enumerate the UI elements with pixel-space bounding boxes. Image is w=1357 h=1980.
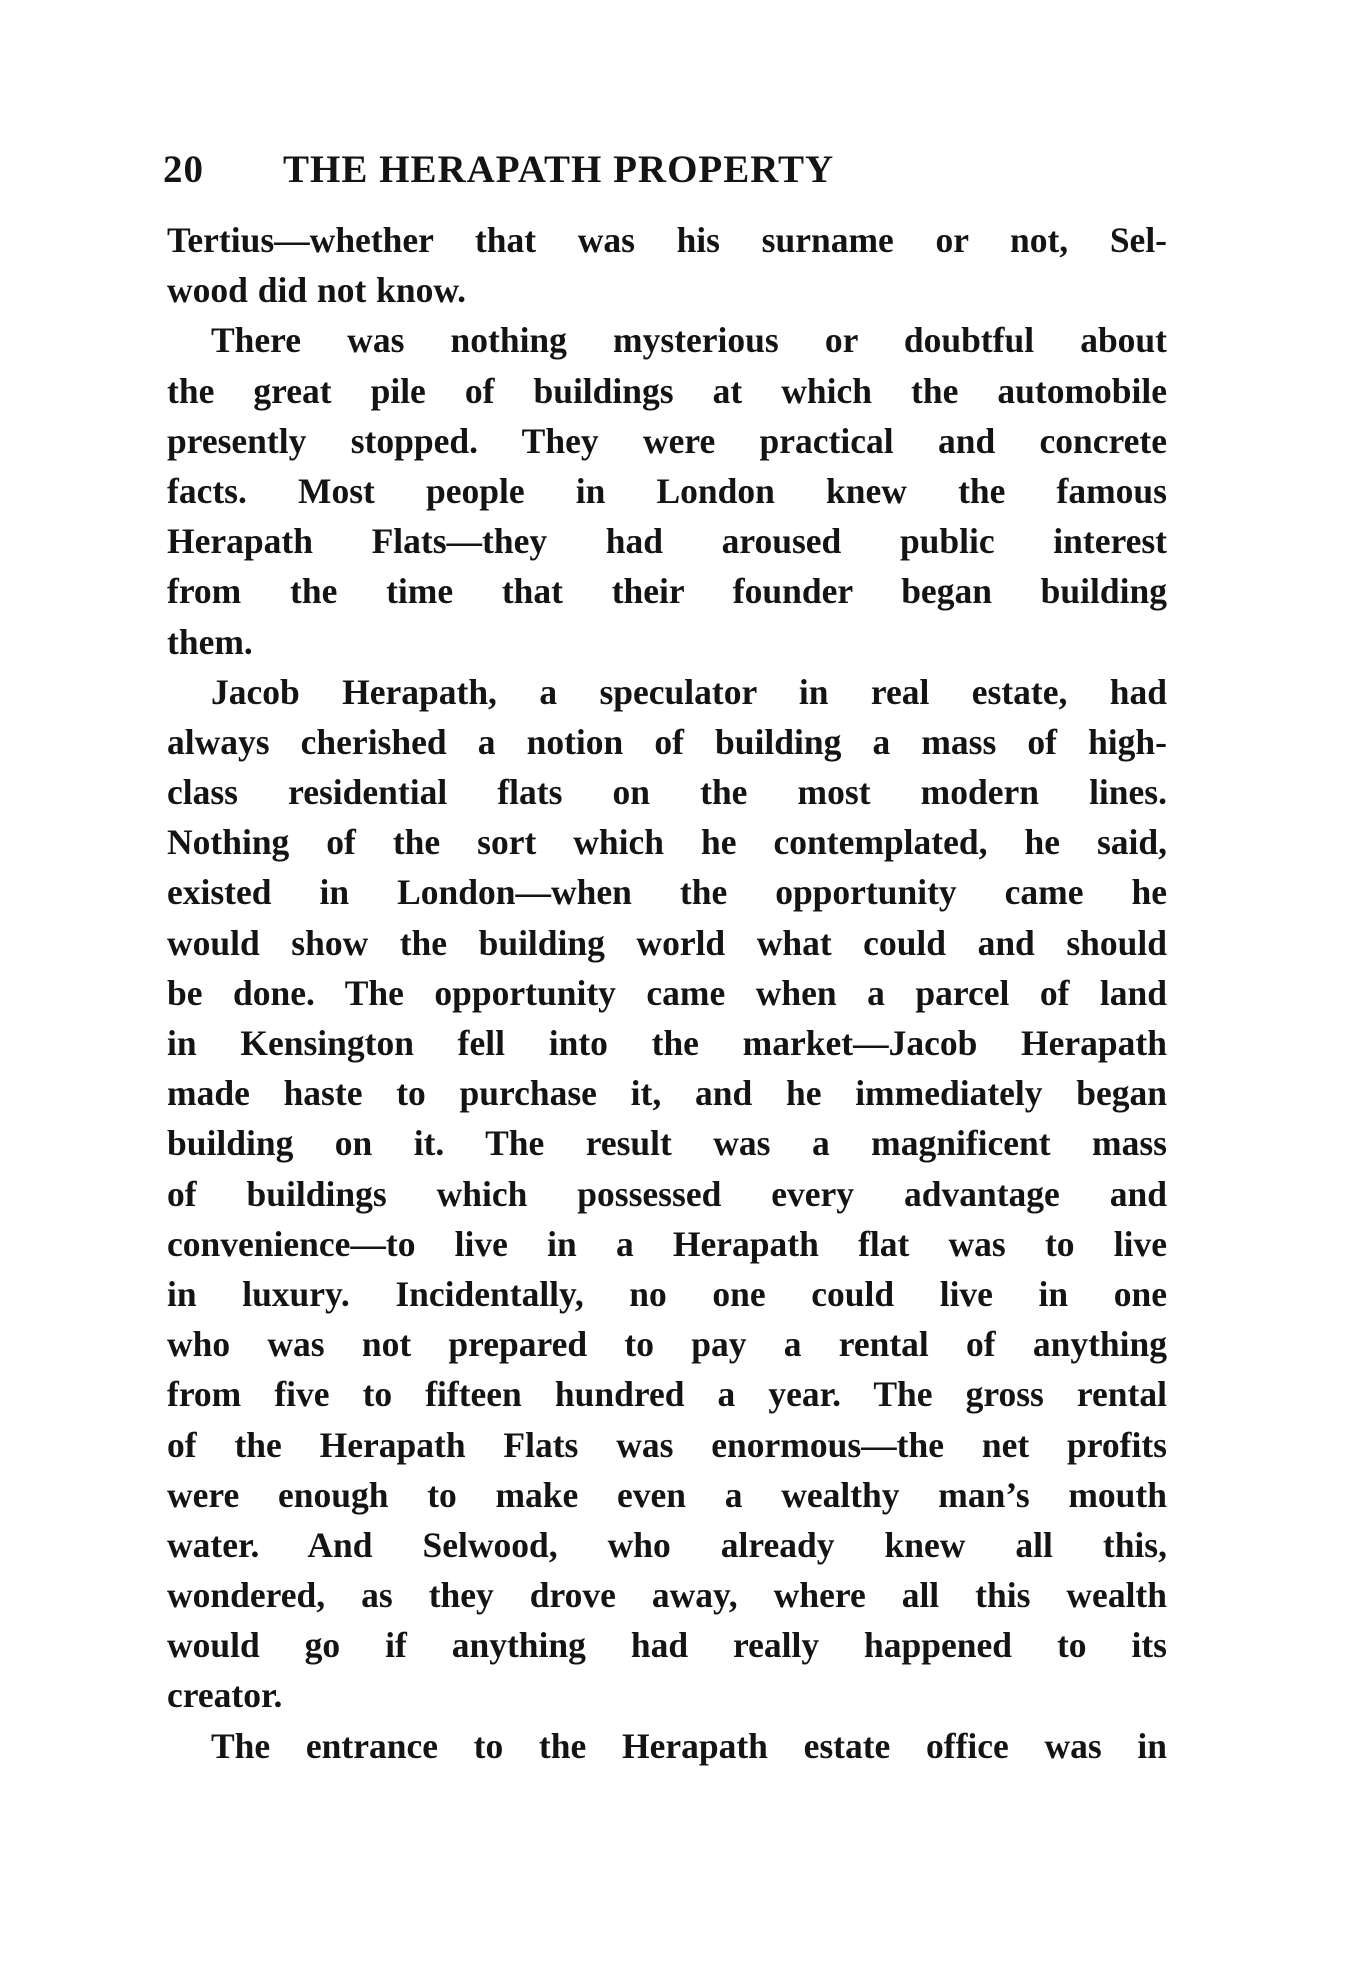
text-line: in luxury. Incidentally, no one could live in one	[167, 1273, 1167, 1314]
text-line: class residential flats on the most modern lines.	[167, 772, 1167, 813]
text-line: convenience—to live in a Herapath flat was to live	[167, 1223, 1167, 1264]
text-line: existed in London—when the opportunity came he	[167, 872, 1167, 913]
text-line: would show the building world what could and should	[167, 922, 1167, 963]
text-line: always cherished a notion of building a mass of high-	[167, 721, 1167, 762]
text-line: wood did not know.	[167, 270, 466, 311]
text-line: Jacob Herapath, a speculator in real estate, had	[211, 671, 1167, 712]
text-line: the great pile of buildings at which the automobile	[167, 370, 1167, 411]
text-line: Nothing of the sort which he contemplated, he said,	[167, 822, 1167, 863]
text-line: building on it. The result was a magnificent mass	[167, 1123, 1167, 1164]
text-line: made haste to purchase it, and he immediately began	[167, 1073, 1167, 1114]
text-line: water. And Selwood, who already knew all this,	[167, 1524, 1167, 1565]
text-line: Tertius—whether that was his surname or not, Sel-	[167, 220, 1167, 260]
running-title: THE HERAPATH PROPERTY	[283, 148, 835, 191]
text-line: them.	[167, 621, 253, 662]
text-line: There was nothing mysterious or doubtful about	[211, 320, 1167, 361]
text-line: were enough to make even a wealthy man’s mouth	[167, 1474, 1167, 1515]
text-line: who was not prepared to pay a rental of anything	[167, 1324, 1167, 1365]
body-text	[167, 215, 1167, 1771]
text-line: of buildings which possessed every advantage and	[167, 1173, 1167, 1214]
text-line: The entrance to the Herapath estate office was in	[211, 1725, 1167, 1766]
text-line: facts. Most people in London knew the famous	[167, 470, 1167, 511]
text-line: would go if anything had really happened to its	[167, 1625, 1167, 1666]
page-number: 20	[163, 148, 204, 191]
text-line: wondered, as they drove away, where all this wealth	[167, 1575, 1167, 1616]
text-line: presently stopped. They were practical and concrete	[167, 420, 1167, 461]
text-line: be done. The opportunity came when a parcel of land	[167, 972, 1167, 1013]
text-line: in Kensington fell into the market—Jacob Herapath	[167, 1023, 1167, 1063]
text-line: creator.	[167, 1675, 283, 1716]
text-line: from five to fifteen hundred a year. The gross rental	[167, 1374, 1167, 1415]
running-head	[163, 148, 1163, 192]
text-line: from the time that their founder began building	[167, 571, 1167, 612]
text-line: of the Herapath Flats was enormous—the net profits	[167, 1424, 1167, 1465]
text-line: Herapath Flats—they had aroused public interest	[167, 521, 1167, 562]
